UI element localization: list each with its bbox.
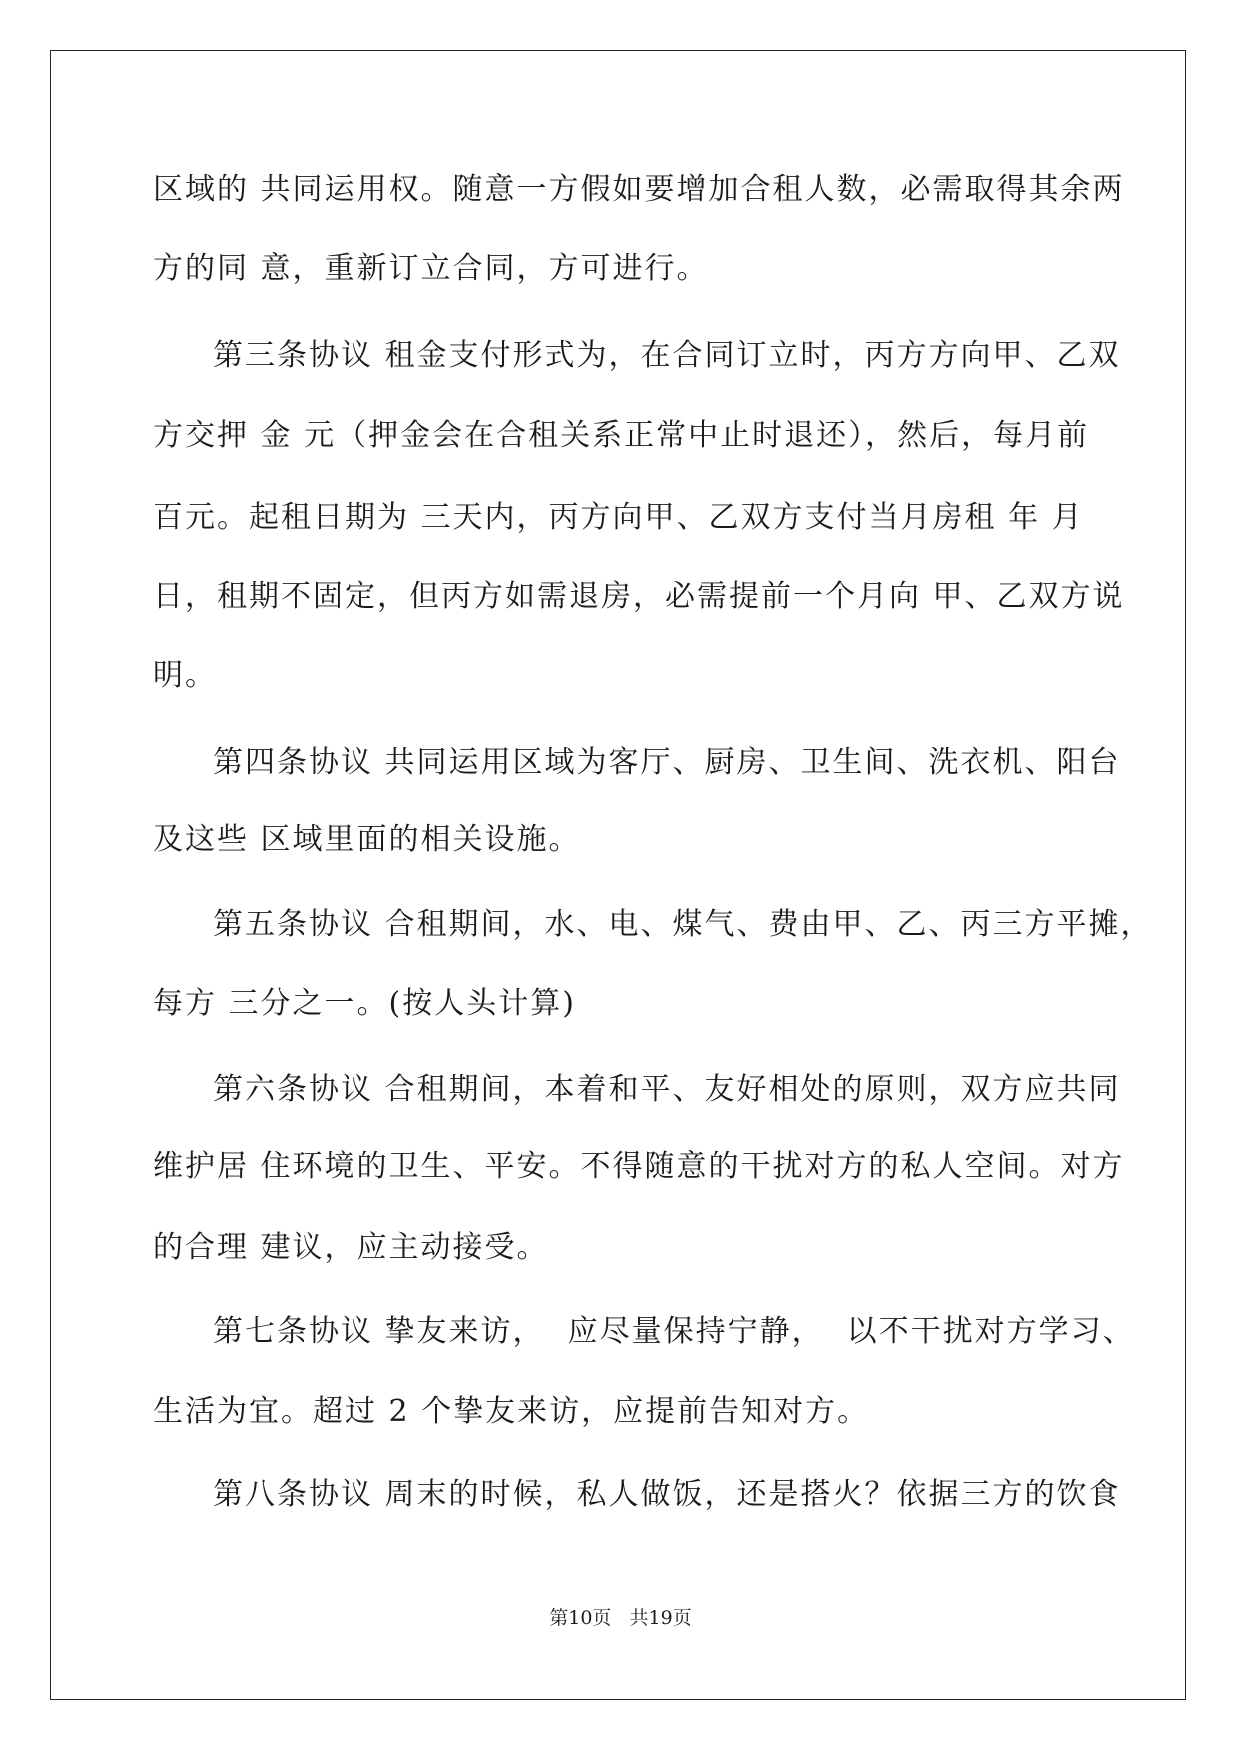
page-number-footer: 第10页 共19页 xyxy=(549,1607,692,1629)
body-line: 方交押 金 元（押金会在合租关系正常中止时退还），然后，每月前 xyxy=(153,418,1090,453)
clause-line: 第八条协议 周末的时候，私人做饭，还是搭火？依据三方的饮食 xyxy=(213,1477,1121,1512)
clause-line: 第四条协议 共同运用区域为客厅、厨房、卫生间、洗衣机、阳台 xyxy=(213,745,1121,780)
body-line: 百元。起租日期为 三天内，丙方向甲、乙双方支付当月房租 年 月 xyxy=(153,500,1084,535)
body-line: 及这些 区域里面的相关设施。 xyxy=(153,822,581,857)
clause-line: 第七条协议 挚友来访， 应尽量保持宁静， 以不干扰对方学习、 xyxy=(213,1314,1135,1349)
clause-line: 第五条协议 合租期间，水、电、煤气、费由甲、乙、丙三方平摊， xyxy=(213,907,1153,942)
body-line: 方的同 意，重新订立合同，方可进行。 xyxy=(153,251,709,286)
clause-line: 第三条协议 租金支付形式为，在合同订立时，丙方方向甲、乙双 xyxy=(213,338,1121,373)
body-line: 生活为宜。超过 2 个挚友来访，应提前告知对方。 xyxy=(153,1394,870,1429)
body-line: 维护居 住环境的卫生、平安。不得随意的干扰对方的私人空间。对方 xyxy=(153,1149,1125,1184)
body-line: 每方 三分之一。(按人头计算) xyxy=(153,986,576,1021)
body-line: 区域的 共同运用权。随意一方假如要增加合租人数，必需取得其余两 xyxy=(153,172,1125,207)
page-border xyxy=(50,50,1186,1700)
body-line: 的合理 建议，应主动接受。 xyxy=(153,1230,549,1265)
body-line: 日，租期不固定，但丙方如需退房，必需提前一个月向 甲、乙双方说 xyxy=(153,579,1125,614)
body-line: 明。 xyxy=(153,658,217,693)
clause-line: 第六条协议 合租期间，本着和平、友好相处的原则，双方应共同 xyxy=(213,1072,1121,1107)
